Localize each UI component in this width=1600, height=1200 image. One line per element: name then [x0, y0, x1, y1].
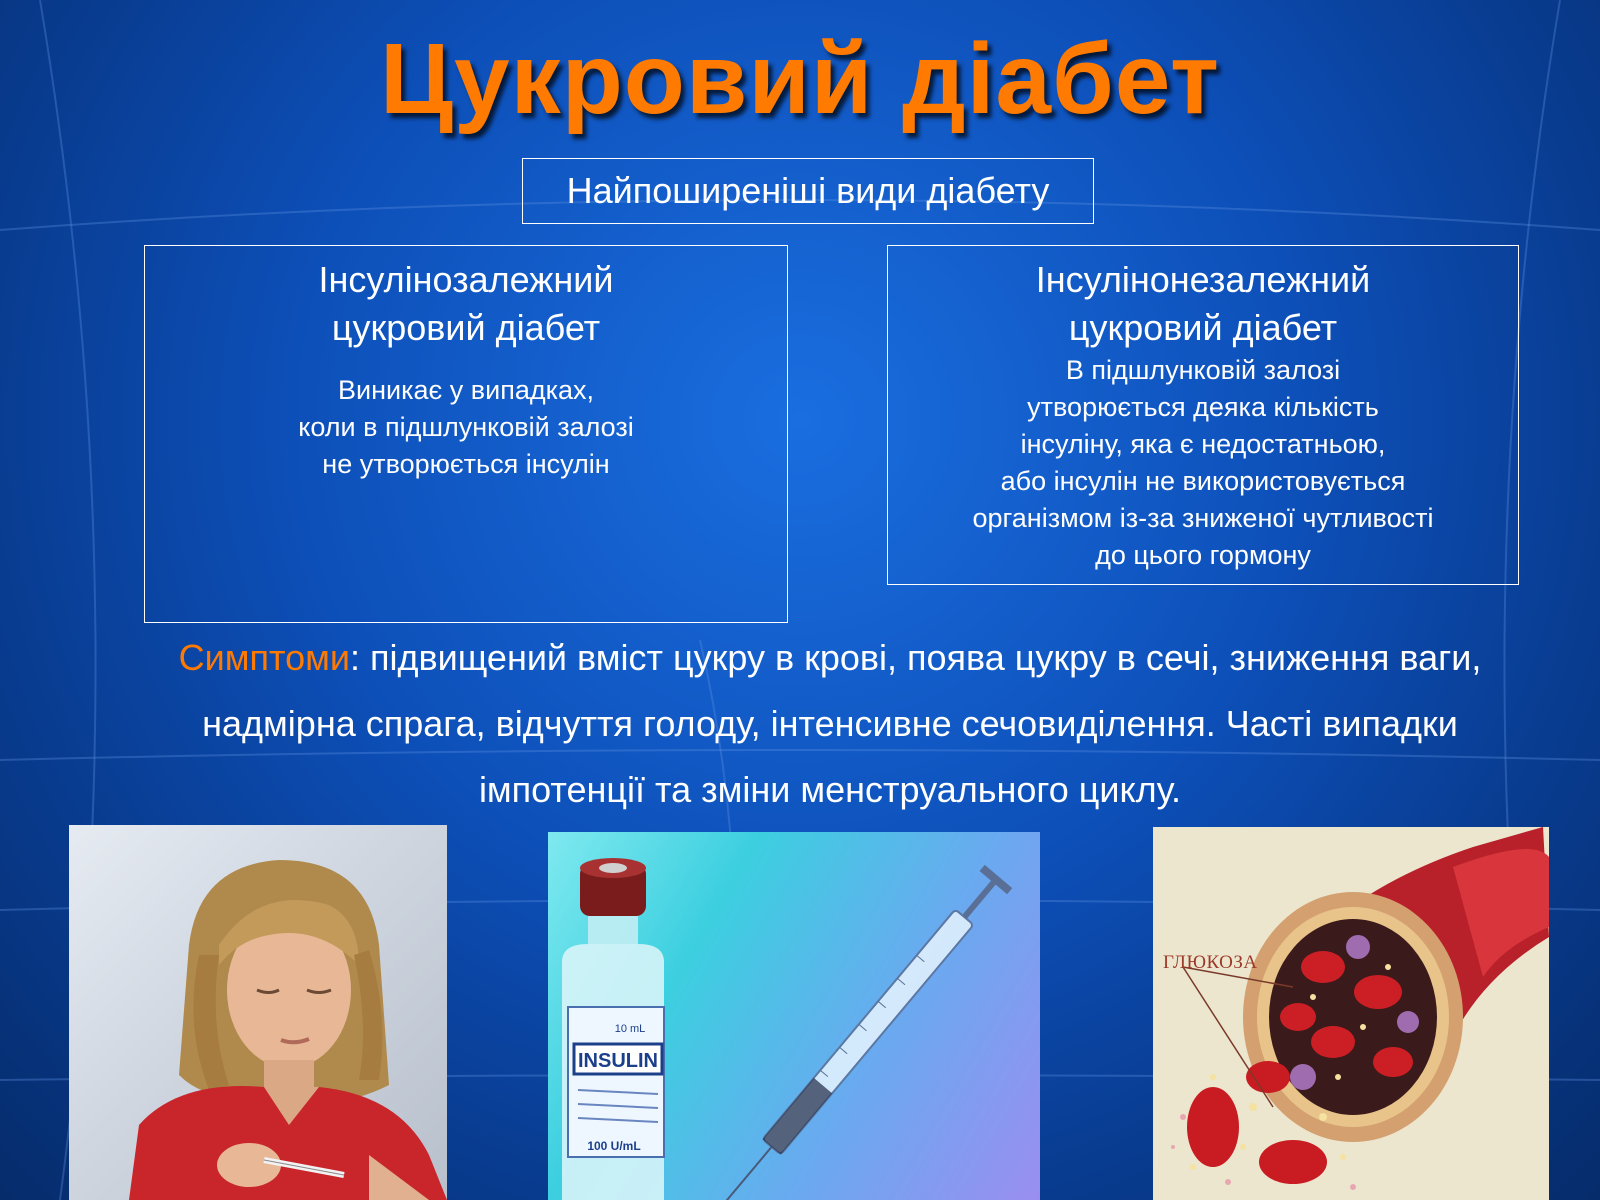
type-1-description-line: коли в підшлунковій залозі: [298, 412, 634, 442]
insulin-illustration: [548, 832, 1040, 1200]
symptoms-paragraph: [150, 625, 1510, 823]
girl-illustration: [69, 825, 447, 1200]
vial-dose-text: 100 U/mL: [587, 1139, 641, 1153]
type-1-heading: [145, 256, 787, 352]
type-2-description-line: до цього гормону: [1095, 540, 1311, 570]
vial-volume-text: 10 mL: [614, 1023, 646, 1035]
type-1-heading-line: Інсулінозалежний: [318, 259, 614, 300]
type-2-heading: [888, 256, 1518, 352]
type-2-description-line: утворюється деяка кількість: [1027, 392, 1379, 422]
type-2-description-line: В підшлунковій залозі: [1065, 355, 1341, 385]
girl-injection-photo: [69, 825, 447, 1200]
symptoms-text: : підвищений вміст цукру в крові, поява цукру в сечі, зниження ваги, надмірна спрага, відчуття голоду, інтенсивне сечовиділення. Часті випадки імпотенції та зміни менструального циклу.: [202, 637, 1482, 810]
type-1-description-line: не утворюється інсулін: [322, 449, 610, 479]
slide-title: Цукровий діабет: [380, 23, 1220, 135]
vessel-illustration: [1153, 827, 1549, 1200]
type-1-description: [145, 372, 787, 483]
type-1-heading-line: цукровий діабет: [331, 307, 601, 348]
symptoms-label: Симптоми: [178, 637, 350, 678]
type-2-diabetes-box: [887, 245, 1519, 585]
insulin-vial-syringe-photo: [548, 832, 1040, 1200]
type-2-heading-line: Інсулінонезалежний: [1035, 259, 1371, 300]
type-2-heading-line: цукровий діабет: [1068, 307, 1338, 348]
type-2-description: [888, 352, 1518, 574]
type-1-description-line: Виникає у випадках,: [337, 375, 595, 405]
diabetes-types-heading: Найпоширеніші види діабету: [522, 158, 1094, 224]
vial-label-text: INSULIN: [578, 1050, 658, 1072]
type-1-diabetes-box: [144, 245, 788, 623]
type-2-description-line: інсуліну, яка є недостатньою,: [1020, 429, 1386, 459]
blood-vessel-glucose-illustration: [1153, 827, 1549, 1200]
glucose-label: ГЛЮКОЗА: [1163, 952, 1258, 973]
type-2-description-line: організмом із-за зниженої чутливості: [972, 503, 1434, 533]
type-2-description-line: або інсулін не використовується: [1000, 466, 1406, 496]
